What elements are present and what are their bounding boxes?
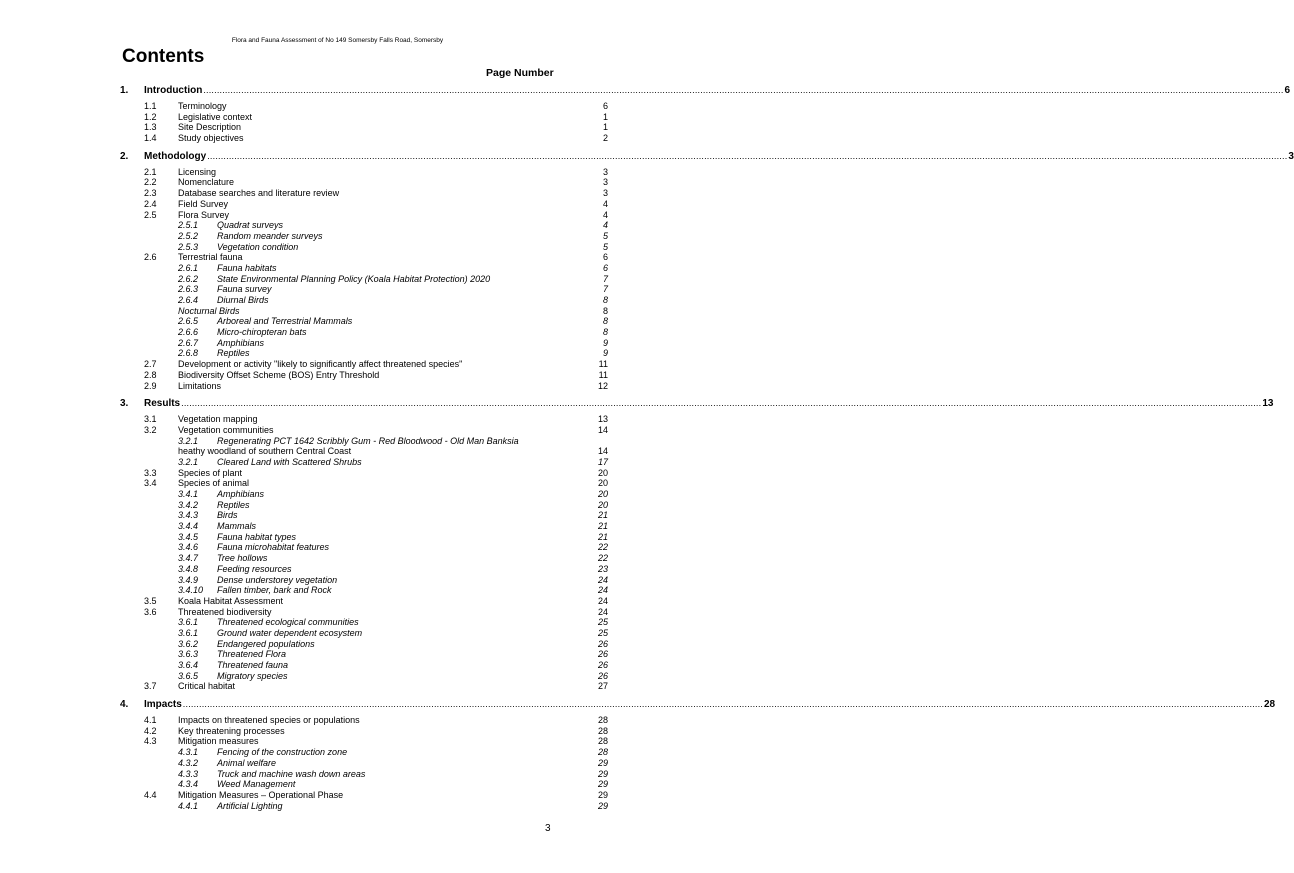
- toc-entry[interactable]: [0, 521, 675, 532]
- entry-title: Impacts on threatened species or populations: [178, 715, 360, 726]
- entry-title: Quadrat surveys: [217, 220, 284, 231]
- running-header: Flora and Fauna Assessment of No 149 Somersby Falls Road, Somersby: [231, 37, 444, 44]
- entry-page: 27: [597, 681, 608, 692]
- toc-entry[interactable]: [0, 263, 675, 274]
- section-number: 2.: [120, 150, 129, 162]
- entry-page: 12: [597, 380, 608, 391]
- toc-entry[interactable]: [0, 306, 675, 317]
- entry-title: Species of animal: [178, 478, 250, 489]
- entry-title: Truck and machine wash down areas: [217, 768, 366, 779]
- entry-page: 7: [602, 273, 608, 284]
- entry-number: 3.4.2: [178, 499, 199, 510]
- entry-number: 3.4.9: [178, 574, 199, 585]
- entry-number: 1.4: [144, 133, 157, 144]
- entry-number: 2.6.3: [178, 284, 199, 295]
- entry-number: 4.3: [144, 736, 157, 747]
- toc-entry[interactable]: [0, 769, 675, 780]
- entry-number: 4.1: [144, 715, 157, 726]
- entry-number: 2.9: [144, 380, 157, 391]
- section-title: Introduction: [144, 85, 203, 96]
- entry-number: 1.3: [144, 122, 157, 133]
- entry-page: 21: [597, 510, 608, 521]
- entry-page: 3: [602, 177, 608, 188]
- entry-number: 3.5: [144, 595, 157, 606]
- toc-entry[interactable]: [0, 122, 675, 133]
- entry-title: Dense understorey vegetation: [217, 574, 338, 585]
- toc-entry[interactable]: [0, 231, 675, 242]
- toc-entry[interactable]: [0, 199, 675, 210]
- entry-page: 20: [597, 499, 608, 510]
- entry-number: 3.4.5: [178, 531, 199, 542]
- toc-entry[interactable]: [0, 478, 675, 489]
- entry-number: 2.5.1: [178, 220, 199, 231]
- toc-entry[interactable]: [0, 436, 675, 447]
- section-title: Methodology: [144, 150, 207, 162]
- entry-title: Database searches and literature review: [178, 188, 340, 199]
- entry-page: 28: [597, 715, 608, 726]
- entry-title: Random meander surveys: [217, 230, 323, 241]
- entry-number: 2.2: [144, 177, 157, 188]
- toc-entry[interactable]: [0, 316, 675, 327]
- entry-number: 1.2: [144, 111, 157, 122]
- entry-title: Fencing of the construction zone: [217, 747, 348, 758]
- entry-title: Terminology: [178, 101, 227, 111]
- entry-title: Flora Survey: [178, 209, 230, 220]
- entry-page: 8: [602, 327, 608, 338]
- entry-page: 23: [597, 563, 608, 574]
- entry-page: 14: [597, 424, 608, 435]
- entry-title: Critical habitat: [178, 681, 236, 692]
- toc-section-heading[interactable]: [0, 698, 1276, 711]
- toc-entry[interactable]: [0, 457, 675, 468]
- entry-page: 1: [602, 122, 608, 133]
- entry-page: 24: [597, 585, 608, 596]
- toc-entry[interactable]: [0, 414, 675, 425]
- entry-number: 3.4.8: [178, 563, 199, 574]
- toc-entry[interactable]: [0, 500, 675, 511]
- entry-page: 20: [597, 467, 608, 478]
- toc-entry[interactable]: [0, 284, 675, 295]
- entry-title: Threatened fauna: [217, 660, 289, 670]
- entry-page: 26: [597, 649, 608, 660]
- entry-number: 2.6.4: [178, 295, 199, 305]
- entry-page: 8: [602, 305, 608, 316]
- toc-entry[interactable]: [0, 167, 675, 178]
- entry-number: 3.7: [144, 681, 157, 692]
- entry-page: 6: [602, 252, 608, 263]
- entry-page: 3: [602, 166, 608, 177]
- entry-title: heathy woodland of southern Central Coast: [178, 446, 352, 457]
- entry-title: Limitations: [178, 380, 222, 391]
- entry-title: Licensing: [178, 166, 217, 177]
- entry-page: 7: [602, 284, 608, 295]
- entry-number: 2.6.8: [178, 348, 199, 359]
- entry-title: Amphibians: [217, 489, 265, 499]
- toc-entry[interactable]: [0, 510, 675, 521]
- toc-entry[interactable]: [0, 553, 675, 564]
- entry-page: 21: [597, 521, 608, 532]
- entry-page: 6: [602, 262, 608, 273]
- entry-title: Fauna habitats: [217, 262, 277, 273]
- entry-title: Arboreal and Terrestrial Mammals: [217, 316, 353, 327]
- toc-entry[interactable]: [0, 564, 675, 575]
- entry-title: Fauna survey: [217, 284, 272, 295]
- entry-title: Fauna habitat types: [217, 531, 297, 542]
- section-title: Results: [144, 398, 181, 410]
- toc-entry[interactable]: [0, 133, 675, 144]
- entry-title: Nocturnal Birds: [178, 305, 240, 316]
- entry-title: Feeding resources: [217, 563, 292, 574]
- entry-page: 25: [597, 617, 608, 628]
- toc-entry[interactable]: [0, 338, 675, 349]
- entry-number: 3.6.1: [178, 627, 199, 638]
- entry-title: Cleared Land with Scattered Shrubs: [217, 456, 362, 467]
- entry-number: 3.4.4: [178, 521, 199, 532]
- entry-number: 3.4: [144, 478, 157, 489]
- toc-entry[interactable]: [0, 671, 675, 682]
- entry-title: Artificial Lighting: [217, 800, 283, 811]
- entry-page: 2: [602, 133, 608, 144]
- entry-title: Reptiles: [217, 499, 250, 510]
- entry-title: Migratory species: [217, 670, 288, 681]
- entry-page: 20: [597, 478, 608, 489]
- entry-number: 3.6.4: [178, 660, 199, 670]
- entry-number: 3.6.1: [178, 617, 199, 628]
- entry-page: 24: [597, 606, 608, 617]
- entry-title: Threatened Flora: [217, 649, 287, 660]
- entry-page: 22: [597, 553, 608, 564]
- toc-entry[interactable]: [0, 726, 675, 737]
- entry-page: 8: [602, 295, 608, 305]
- toc-entry[interactable]: [0, 370, 675, 381]
- section-title-line: [144, 84, 1291, 97]
- entry-page: 1: [602, 111, 608, 122]
- entry-page: 9: [602, 348, 608, 359]
- entry-number: 3.4.7: [178, 553, 199, 564]
- toc-entry[interactable]: [0, 607, 675, 618]
- toc-entry[interactable]: [0, 585, 675, 596]
- entry-number: 3.6.3: [178, 649, 199, 660]
- dot-leader: ................................................................................................................................................................................................................................................................................................................................................................................................................: [203, 85, 1284, 95]
- entry-title: Ground water dependent ecosystem: [217, 627, 363, 638]
- entry-number: 4.3.3: [178, 768, 199, 779]
- toc-entry[interactable]: [0, 295, 675, 306]
- entry-title: Key threatening processes: [178, 725, 285, 736]
- entry-title: Terrestrial fauna: [178, 252, 243, 263]
- entry-title: Regenerating PCT 1642 Scribbly Gum - Red Bloodwood - Old Man Banksia: [217, 435, 519, 446]
- toc-entry[interactable]: [0, 596, 675, 607]
- section-title-line: [144, 698, 1276, 711]
- section-page: 6: [1284, 85, 1291, 96]
- toc-entry[interactable]: [0, 736, 675, 747]
- toc-entry[interactable]: [0, 715, 675, 726]
- entry-number: 3.6.5: [178, 670, 199, 681]
- entry-title: Site Description: [178, 122, 242, 133]
- toc-entry[interactable]: [0, 359, 675, 370]
- entry-title: Fauna microhabitat features: [217, 542, 330, 553]
- entry-number: 3.2.1: [178, 456, 199, 467]
- entry-page: 28: [597, 747, 608, 758]
- entry-page: 3: [602, 188, 608, 199]
- entry-page: 11: [598, 369, 608, 380]
- entry-page: 14: [597, 446, 608, 457]
- entry-number: 2.8: [144, 369, 157, 380]
- entry-title: Mitigation Measures – Operational Phase: [178, 789, 344, 800]
- entry-title: Vegetation communities: [178, 424, 274, 435]
- entry-number: 4.4.1: [178, 800, 199, 811]
- entry-title: Species of plant: [178, 467, 243, 478]
- section-page: 13: [1262, 398, 1274, 410]
- entry-page: 9: [602, 337, 608, 348]
- toc-entry[interactable]: [0, 446, 675, 457]
- toc-section-heading[interactable]: [0, 150, 1294, 163]
- entry-page: 4: [602, 209, 608, 220]
- entry-title: Birds: [217, 510, 238, 521]
- entry-title: Biodiversity Offset Scheme (BOS) Entry Threshold: [178, 369, 380, 380]
- entry-number: 3.4.6: [178, 542, 199, 553]
- toc-entry[interactable]: [0, 425, 675, 436]
- toc-entry[interactable]: [0, 188, 675, 199]
- entry-page: 28: [597, 725, 608, 736]
- section-title-line: [144, 397, 1274, 410]
- toc-entry[interactable]: [0, 252, 675, 263]
- section-number: 3.: [120, 398, 129, 410]
- entry-title: Study objectives: [178, 133, 244, 144]
- dot-leader: ................................................................................................................................................................................................................................................................................................................................................................................................................: [207, 150, 1288, 161]
- entry-page: 21: [597, 531, 608, 542]
- entry-title: Field Survey: [178, 198, 229, 209]
- entry-number: 3.4.3: [178, 510, 199, 521]
- entry-page: 17: [597, 456, 608, 467]
- section-title-line: [144, 150, 1294, 163]
- entry-number: 3.6.2: [178, 638, 199, 649]
- toc-entry[interactable]: [0, 489, 675, 500]
- toc-entry[interactable]: [0, 220, 675, 231]
- toc-entry[interactable]: [0, 628, 675, 639]
- section-number: 1.: [120, 85, 129, 96]
- entry-page: 13: [597, 414, 608, 425]
- entry-title: Mitigation measures: [178, 736, 259, 747]
- entry-page: 29: [597, 789, 608, 800]
- entry-title: Vegetation condition: [217, 241, 299, 252]
- section-title: Impacts: [144, 699, 182, 711]
- entry-title: Diurnal Birds: [217, 295, 269, 305]
- entry-number: 2.7: [144, 359, 157, 370]
- entry-number: 3.6: [144, 606, 157, 617]
- toc-entry[interactable]: [0, 542, 675, 553]
- entry-page: 29: [597, 800, 608, 811]
- toc-entry[interactable]: [0, 747, 675, 758]
- toc-entry[interactable]: [0, 112, 675, 123]
- entry-title: Fallen timber, bark and Rock: [217, 585, 332, 596]
- entry-number: 2.5.2: [178, 230, 199, 241]
- entry-page: 4: [602, 220, 608, 231]
- section-number: 4.: [120, 699, 129, 711]
- entry-number: 3.4.10: [178, 585, 204, 596]
- entry-page: 6: [602, 101, 608, 111]
- entry-title: Vegetation mapping: [178, 414, 258, 425]
- entry-number: 4.4: [144, 789, 157, 800]
- entry-page: 11: [598, 359, 608, 370]
- dot-leader: ................................................................................................................................................................................................................................................................................................................................................................................................................: [182, 699, 1263, 710]
- entry-page: 26: [597, 670, 608, 681]
- entry-page: 25: [597, 627, 608, 638]
- entry-number: 1.1: [144, 101, 157, 111]
- toc-entry[interactable]: [0, 660, 675, 671]
- entry-number: 4.3.4: [178, 779, 199, 790]
- entry-page: 24: [597, 595, 608, 606]
- entry-title: Endangered populations: [217, 638, 315, 649]
- toc-entry[interactable]: [0, 327, 675, 338]
- entry-number: 2.6.6: [178, 327, 199, 338]
- toc-entry[interactable]: [0, 274, 675, 285]
- entry-number: 2.4: [144, 198, 157, 209]
- entry-number: 3.2: [144, 424, 157, 435]
- entry-number: 2.3: [144, 188, 157, 199]
- entry-title: Threatened ecological communities: [217, 617, 359, 628]
- toc-entry[interactable]: [0, 101, 675, 112]
- entry-page: 8: [602, 316, 608, 327]
- toc-entry[interactable]: [0, 532, 675, 543]
- toc-entry[interactable]: [0, 381, 675, 392]
- toc-section-heading[interactable]: [0, 84, 1291, 97]
- toc-entry[interactable]: [0, 801, 675, 812]
- entry-title: Development or activity "likely to significantly affect threatened species": [178, 359, 463, 370]
- entry-number: 2.6.5: [178, 316, 199, 327]
- entry-title: Tree hollows: [217, 553, 268, 564]
- entry-number: 2.5.3: [178, 241, 199, 252]
- entry-title: State Environmental Planning Policy (Koala Habitat Protection) 2020: [217, 273, 491, 284]
- entry-number: 3.4.1: [178, 489, 199, 499]
- entry-page: 20: [597, 489, 608, 499]
- entry-page: 29: [597, 779, 608, 790]
- toc-entry[interactable]: [0, 681, 675, 692]
- toc-entry[interactable]: [0, 790, 675, 801]
- dot-leader: ................................................................................................................................................................................................................................................................................................................................................................................................................: [181, 398, 1262, 409]
- entry-page: 5: [602, 241, 608, 252]
- entry-title: Threatened biodiversity: [178, 606, 272, 617]
- toc-entry[interactable]: [0, 210, 675, 221]
- entry-page: 28: [597, 736, 608, 747]
- entry-page: 26: [597, 638, 608, 649]
- entry-number: 4.3.2: [178, 757, 199, 768]
- toc-section-heading[interactable]: [0, 397, 1274, 410]
- entry-number: 2.6.1: [178, 262, 199, 273]
- entry-title: Weed Management: [217, 779, 296, 790]
- entry-title: Legislative context: [178, 111, 253, 122]
- entry-number: 4.2: [144, 725, 157, 736]
- entry-number: 3.2.1: [178, 435, 199, 446]
- toc-entry[interactable]: [0, 649, 675, 660]
- toc-entry[interactable]: [0, 639, 675, 650]
- entry-page: 24: [597, 574, 608, 585]
- entry-page: 29: [597, 768, 608, 779]
- entry-number: 4.3.1: [178, 747, 199, 758]
- section-page: 3: [1288, 150, 1294, 162]
- toc-entry[interactable]: [0, 758, 675, 769]
- table-of-contents: [0, 84, 1294, 811]
- toc-entry[interactable]: [0, 468, 675, 479]
- toc-entry[interactable]: [0, 242, 675, 253]
- entry-number: 3.3: [144, 467, 157, 478]
- entry-number: 2.6.7: [178, 337, 199, 348]
- entry-number: 3.1: [144, 414, 157, 425]
- entry-title: Koala Habitat Assessment: [178, 595, 284, 606]
- toc-entry[interactable]: [0, 779, 675, 790]
- entry-page: 26: [597, 660, 608, 670]
- entry-number: 2.6: [144, 252, 157, 263]
- entry-page: 29: [597, 757, 608, 768]
- entry-title: Amphibians: [217, 337, 265, 348]
- toc-entry[interactable]: [0, 575, 675, 586]
- entry-title: Reptiles: [217, 348, 250, 359]
- entry-title: Micro-chiropteran bats: [217, 327, 307, 338]
- entry-number: 2.1: [144, 166, 157, 177]
- entry-number: 2.5: [144, 209, 157, 220]
- entry-number: 2.6.2: [178, 273, 199, 284]
- page-title: Contents: [122, 46, 205, 67]
- entry-page: 5: [602, 230, 608, 241]
- toc-entry[interactable]: [0, 617, 675, 628]
- entry-page: 22: [597, 542, 608, 553]
- entry-title: Mammals: [217, 521, 257, 532]
- entry-title: Nomenclature: [178, 177, 235, 188]
- entry-title: Animal welfare: [217, 757, 277, 768]
- page-folio: 3: [545, 823, 551, 834]
- entry-page: 4: [602, 198, 608, 209]
- toc-entry[interactable]: [0, 348, 675, 359]
- section-page: 28: [1264, 699, 1276, 711]
- page-number-column-label: Page Number: [486, 67, 554, 79]
- toc-entry[interactable]: [0, 177, 675, 188]
